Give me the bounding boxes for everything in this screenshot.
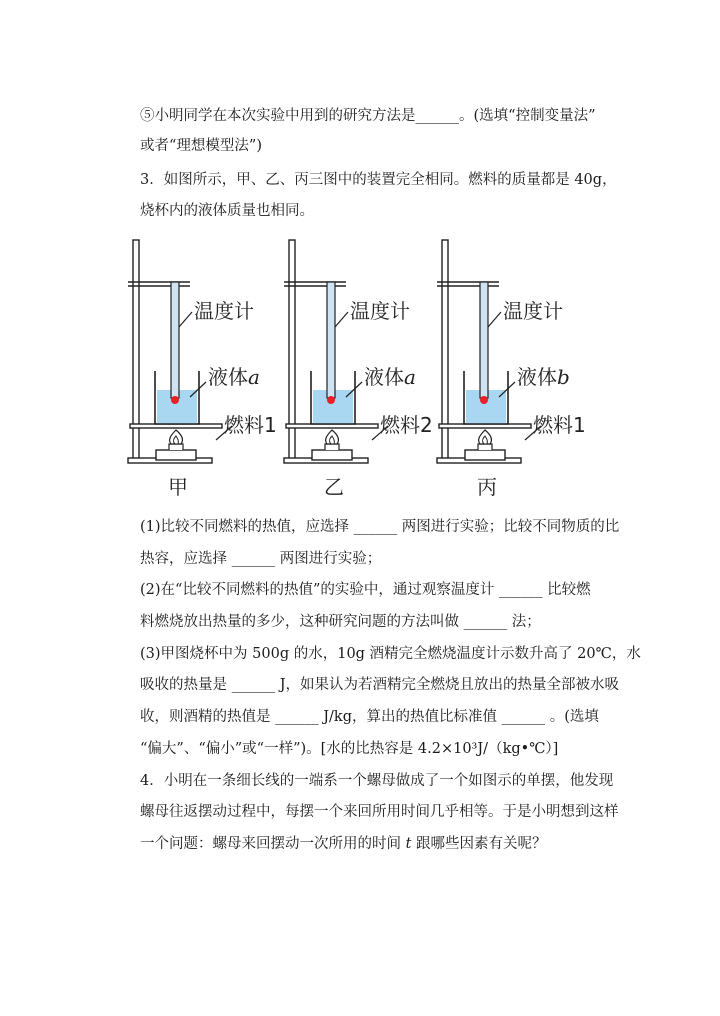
text-line: 或者“理想模型法”) bbox=[140, 138, 262, 154]
leader-line bbox=[499, 382, 515, 397]
leader-line bbox=[179, 312, 192, 327]
text-line: 收，则酒精的热值是 ______ J/kg，算出的热值比标准值 ______ 。(选填 bbox=[140, 709, 599, 725]
stand-pole bbox=[133, 240, 139, 462]
thermometer-tube bbox=[327, 282, 335, 398]
figure-caption: 甲 bbox=[168, 475, 188, 499]
text-line: 螺母往返摆动过程中，每摆一个来回所用时间几乎相等。于是小明想到这样 bbox=[140, 804, 619, 820]
burner bbox=[156, 450, 196, 460]
thermometer-tube bbox=[171, 282, 179, 398]
stand-pole bbox=[289, 240, 295, 462]
thermometer-bulb bbox=[327, 396, 335, 404]
fuel-label: 燃料2 bbox=[380, 413, 433, 437]
apparatus-setup bbox=[437, 240, 586, 499]
text-fragment: 跟哪些因素有关呢？ bbox=[411, 836, 547, 852]
text-line: 热容，应选择 ______ 两图进行实验； bbox=[140, 551, 382, 567]
text-line: (3)甲图烧杯中为 500g 的水，10g 酒精完全燃烧温度计示数升高了 20℃，水 bbox=[140, 646, 641, 662]
text-line: (1)比较不同燃料的热值，应选择 ______ 两图进行实验；比较不同物质的比 bbox=[140, 519, 620, 535]
text-line: (2)在“比较不同燃料的热值”的实验中，通过观察温度计 ______ 比较燃 bbox=[140, 582, 591, 598]
thermometer-label: 温度计 bbox=[350, 299, 410, 323]
text-line bbox=[140, 834, 547, 854]
text-line: 吸收的热量是 ______ J，如果认为若酒精完全燃烧且放出的热量全部被水吸 bbox=[140, 677, 620, 693]
burner bbox=[465, 450, 505, 460]
text-line: 4．小明在一条细长线的一端系一个螺母做成了一个如图示的单摆，他发现 bbox=[140, 773, 614, 789]
text-line: 料燃烧放出热量的多少，这种研究问题的方法叫做 ______ 法； bbox=[140, 614, 541, 630]
thermometer-label: 温度计 bbox=[194, 299, 254, 323]
text-line: ⑤小明同学在本次实验中用到的研究方法是______。(选填“控制变量法” bbox=[140, 108, 596, 124]
leader-line bbox=[190, 382, 206, 397]
thermometer-bulb bbox=[480, 396, 488, 404]
variable-t: t bbox=[405, 836, 412, 852]
liquid-label: 液体a bbox=[208, 365, 260, 389]
liquid-label: 液体b bbox=[517, 365, 570, 389]
leader-line bbox=[488, 312, 501, 327]
text-line: “偏大”、“偏小”或“一样”)。[水的比热容是 4.2×10³J/（kg•℃）] bbox=[140, 741, 559, 757]
text-fragment: 一个问题：螺母来回摆动一次所用的时间 bbox=[140, 836, 406, 852]
text-line: 烧杯内的液体质量也相同。 bbox=[140, 203, 314, 219]
leader-line bbox=[335, 312, 348, 327]
burner bbox=[312, 450, 352, 460]
thermometer-label: 温度计 bbox=[503, 299, 563, 323]
leader-line bbox=[346, 382, 362, 397]
burner-wick-holder bbox=[169, 444, 183, 450]
figure-caption: 乙 bbox=[324, 475, 344, 499]
burner-wick-holder bbox=[325, 444, 339, 450]
stand-pole bbox=[442, 240, 448, 462]
thermometer-bulb bbox=[171, 396, 179, 404]
apparatus-setup bbox=[128, 240, 277, 499]
fuel-label: 燃料1 bbox=[533, 413, 586, 437]
fuel-label: 燃料1 bbox=[224, 413, 277, 437]
thermometer-tube bbox=[480, 282, 488, 398]
experiment-figure bbox=[120, 232, 610, 504]
apparatus-setup bbox=[284, 240, 433, 499]
figure-caption: 丙 bbox=[477, 475, 497, 499]
liquid-label: 液体a bbox=[364, 365, 416, 389]
text-line: 3．如图所示，甲、乙、丙三图中的装置完全相同。燃料的质量都是 40g， bbox=[140, 172, 617, 188]
burner-wick-holder bbox=[478, 444, 492, 450]
